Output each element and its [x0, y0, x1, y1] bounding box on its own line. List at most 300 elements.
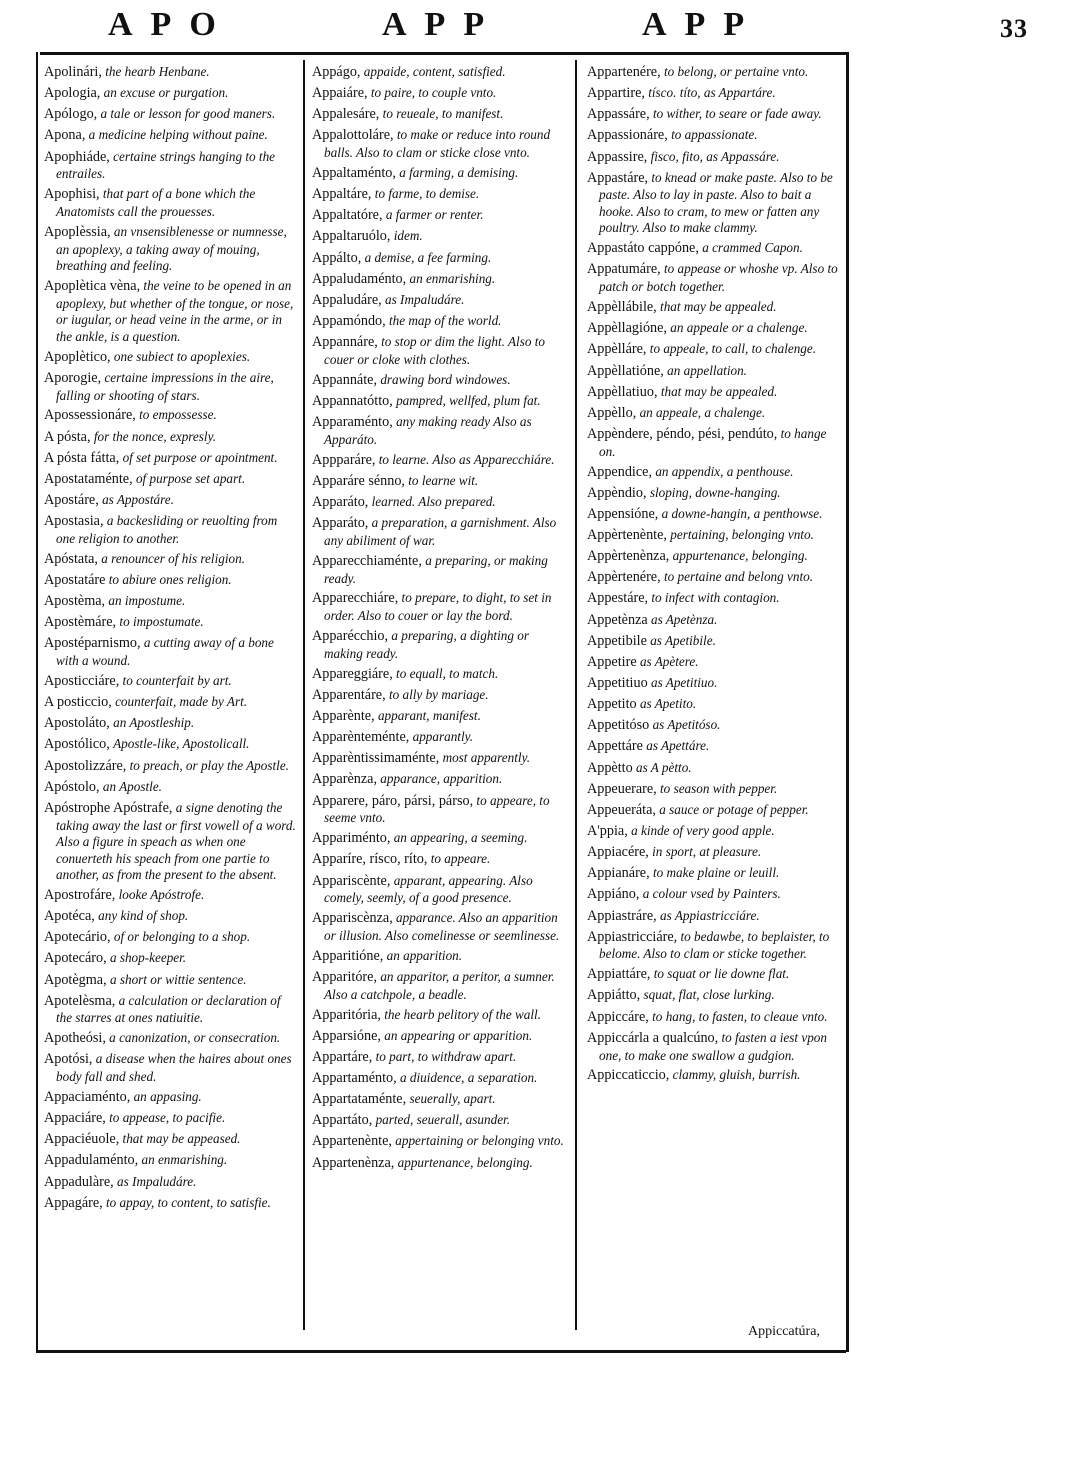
entry-headword: Appetitóso: [587, 717, 650, 734]
entry-definition: that may be appeased.: [122, 1131, 241, 1147]
dictionary-entry: [44, 736, 296, 754]
entry-headword: Apparaménto,: [312, 414, 393, 431]
entry-headword: Apolinári,: [44, 64, 102, 80]
entry-headword: Appartire,: [587, 85, 645, 102]
entry-definition: a short or wittie sentence.: [109, 971, 247, 987]
entry-definition: to abiure ones religion.: [108, 571, 232, 587]
entry-definition: certaine impressions in the aire, falling or shooting of stars.: [56, 369, 274, 403]
entry-definition: to part, to withdraw apart.: [375, 1048, 517, 1064]
entry-headword: Apostáre,: [44, 491, 99, 508]
entry-definition: to paire, to couple vnto.: [370, 85, 497, 101]
page-number: 33: [1000, 14, 1028, 43]
dictionary-entry: [312, 708, 568, 726]
entry-definition: to learne. Also as Apparecchiáre.: [378, 451, 555, 467]
entry-definition: the hearb Henbane.: [105, 64, 210, 79]
dictionary-entry: [587, 1067, 839, 1085]
entry-headword: Appèrtenènza,: [587, 548, 670, 565]
entry-definition: clammy, gluish, burrish.: [672, 1067, 801, 1083]
dictionary-entry: [44, 1051, 296, 1085]
entry-definition: to hang, to fasten, to cleaue vnto.: [652, 1008, 828, 1024]
dictionary-entry: [44, 779, 296, 797]
dictionary-entry: [44, 929, 296, 947]
entry-definition: most apparently.: [442, 750, 530, 766]
dictionary-entry: [587, 106, 839, 124]
entry-definition: an excuse or purgation.: [103, 85, 229, 101]
dictionary-entry: [587, 696, 839, 714]
entry-headword: Appetibile: [587, 632, 647, 649]
dictionary-entry: [312, 851, 568, 869]
entry-headword: Appiattáre,: [587, 966, 651, 983]
dictionary-entry: [44, 758, 296, 776]
dictionary-entry: [312, 910, 568, 944]
entry-definition: as Apètere.: [639, 653, 699, 669]
dictionary-entry: [44, 1174, 296, 1192]
entry-headword: Apoplètica vèna,: [44, 277, 141, 294]
entry-headword: Appaltáre,: [312, 186, 372, 203]
entry-headword: Appèllagióne,: [587, 320, 667, 337]
entry-headword: Appadulàre,: [44, 1173, 114, 1190]
entry-definition: an Apostleship.: [113, 715, 195, 731]
entry-definition: an enmarishing.: [141, 1152, 228, 1168]
entry-headword: Appensióne,: [587, 505, 659, 522]
entry-definition: to reueale, to manifest.: [382, 106, 504, 122]
dictionary-entry: [44, 800, 296, 884]
dictionary-entry: [44, 1030, 296, 1048]
running-head-left: APO: [108, 6, 234, 43]
dictionary-entry: [312, 628, 568, 662]
entry-headword: Appalottoláre,: [312, 127, 394, 144]
entry-headword: Apophisi,: [44, 186, 100, 203]
entry-headword: Apona,: [44, 127, 86, 144]
entry-headword: Appèndere, péndo, pési, pendúto,: [587, 425, 778, 442]
entry-definition: to season with pepper.: [660, 780, 778, 796]
dictionary-entry: [44, 278, 296, 345]
dictionary-entry: [312, 414, 568, 448]
dictionary-entry: [312, 873, 568, 907]
dictionary-entry: [587, 966, 839, 984]
entry-headword: Apotheósi,: [44, 1030, 106, 1047]
entry-definition: to bedawbe, to beplaister, to belome. Also to clam or sticke together.: [599, 928, 830, 962]
dictionary-entry: [587, 802, 839, 820]
dictionary-entry: [44, 551, 296, 569]
running-head-middle: APP: [382, 6, 503, 43]
dictionary-entry: [587, 527, 839, 545]
entry-definition: the hearb pelitory of the wall.: [384, 1006, 542, 1022]
dictionary-entry: [587, 886, 839, 904]
dictionary-entry: [312, 452, 568, 470]
entry-definition: a backesliding or reuolting from one religion to another.: [56, 513, 278, 546]
entry-definition: appaide, content, satisfied.: [363, 64, 506, 79]
entry-definition: to appease, to pacifie.: [109, 1110, 226, 1126]
entry-definition: that may be appealed.: [660, 383, 778, 399]
dictionary-entry: [44, 908, 296, 926]
entry-definition: pertaining, belonging vnto.: [670, 527, 814, 543]
entry-definition: a demise, a fee farming.: [364, 249, 492, 265]
entry-definition: to stop or dim the light. Also to couer or cloke with clothes.: [324, 334, 545, 367]
entry-headword: Appassáre,: [587, 106, 650, 123]
entry-definition: a farming, a demising.: [399, 165, 519, 181]
dictionary-entry: [44, 224, 296, 275]
dictionary-entry: [587, 363, 839, 381]
entry-headword: Appetire: [587, 653, 637, 670]
dictionary-entry: [587, 844, 839, 862]
entry-definition: as Apetènza.: [650, 611, 718, 627]
entry-headword: Apoplèssia,: [44, 223, 111, 240]
dictionary-entry: [587, 929, 839, 963]
entry-definition: for the nonce, expresly.: [93, 428, 217, 444]
entry-definition: appurtenance, belonging.: [397, 1154, 533, 1170]
dictionary-entry: [312, 473, 568, 491]
dictionary-entry: [587, 738, 839, 756]
dictionary-entry: [44, 1152, 296, 1170]
entry-definition: to counterfait by art.: [122, 672, 232, 688]
entry-headword: Apotósi,: [44, 1051, 93, 1068]
dictionary-entry: [312, 228, 568, 246]
entry-headword: Apparènte,: [312, 708, 375, 725]
entry-definition: an enmarishing.: [409, 270, 496, 286]
entry-definition: in sport, at pleasure.: [652, 844, 762, 860]
entry-headword: Apologia,: [44, 85, 101, 102]
entry-definition: to make plaine or leuill.: [652, 865, 780, 881]
entry-definition: apparance, apparition.: [380, 771, 503, 787]
entry-headword: A posticcio,: [44, 694, 112, 711]
entry-headword: Appaltaménto,: [312, 165, 396, 182]
dictionary-entry: [312, 1112, 568, 1130]
entry-headword: Apóstolo,: [44, 778, 100, 795]
entry-headword: Appendice,: [587, 463, 653, 480]
entry-headword: Appetitiuo: [587, 675, 648, 692]
entry-headword: Apóstrophe Apóstrafe,: [44, 799, 173, 816]
dictionary-entry: [587, 320, 839, 338]
entry-definition: to empossesse.: [139, 407, 217, 423]
dictionary-entry: [312, 271, 568, 289]
dictionary-entry: [44, 1110, 296, 1128]
entry-definition: learned. Also prepared.: [371, 494, 496, 510]
entry-definition: tísco. títo, as Appartáre.: [648, 85, 776, 101]
entry-headword: Appareggiáre,: [312, 665, 393, 682]
entry-definition: a cutting away of a bone with a wound.: [56, 635, 274, 669]
entry-definition: to fasten a iest vpon one, to make one swallow a gudgion.: [599, 1029, 827, 1063]
entry-definition: to appease or whoshe vp. Also to patch or botch together.: [599, 261, 838, 295]
entry-definition: as A pètto.: [636, 759, 692, 775]
entry-definition: a crammed Capon.: [702, 240, 803, 256]
dictionary-entry: [312, 1091, 568, 1109]
entry-definition: a sauce or potage of pepper.: [659, 801, 809, 817]
entry-headword: Appaiáre,: [312, 85, 368, 102]
entry-headword: Apparecchiáre,: [312, 590, 399, 607]
entry-definition: as Apetitóso.: [652, 717, 721, 733]
entry-headword: Apossessionáre,: [44, 407, 136, 424]
entry-definition: a preparation, a garnishment. Also any abiliment of war.: [324, 515, 557, 548]
entry-definition: an appeale, a chalenge.: [639, 404, 766, 420]
entry-headword: Appartenére,: [587, 64, 661, 80]
entry-definition: an appearing, a seeming.: [393, 830, 528, 846]
entry-headword: Apparitóre,: [312, 968, 378, 985]
dictionary-entry: [44, 149, 296, 183]
entry-headword: Appaciéuole,: [44, 1131, 120, 1148]
dictionary-entry: [587, 299, 839, 317]
entry-definition: apparant, manifest.: [377, 708, 481, 724]
entry-headword: Appastáto cappóne,: [587, 240, 699, 257]
entry-headword: Apostrofáre,: [44, 886, 116, 903]
entry-definition: a calculation or declaration of the starres at ones natiuitie.: [56, 992, 281, 1026]
entry-definition: as Impaludáre.: [385, 291, 465, 307]
dictionary-entry: [312, 969, 568, 1003]
entry-headword: Appeuerare,: [587, 780, 657, 797]
entry-definition: to ally by mariage.: [388, 686, 489, 702]
entry-headword: Appartenènza,: [312, 1154, 395, 1171]
dictionary-entry: [312, 127, 568, 161]
dictionary-entry: [587, 569, 839, 587]
entry-headword: Appèllábile,: [587, 299, 657, 316]
dictionary-entry: [312, 494, 568, 512]
dictionary-entry: [587, 633, 839, 651]
entry-definition: a medicine helping without paine.: [88, 127, 268, 143]
dictionary-entry: [587, 781, 839, 799]
entry-headword: Appiccárla a qualcúno,: [587, 1029, 719, 1046]
entry-definition: an impostume.: [108, 593, 186, 609]
entry-headword: Apparáto,: [312, 494, 369, 511]
dictionary-entry: [312, 553, 568, 587]
entry-headword: Appetènza: [587, 611, 648, 628]
entry-headword: Apparitióne,: [312, 947, 384, 964]
entry-headword: Apparènza,: [312, 771, 377, 788]
entry-definition: to appeale, to call, to chalenge.: [649, 341, 817, 357]
entry-headword: Appassionáre,: [587, 127, 668, 144]
entry-headword: Appparáre,: [312, 451, 376, 468]
entry-headword: Appèrtenére,: [587, 569, 661, 586]
entry-definition: any kind of shop.: [98, 908, 189, 924]
entry-headword: Appiastráre,: [587, 907, 657, 924]
dictionary-entry: [44, 950, 296, 968]
entry-headword: Apparitória,: [312, 1006, 381, 1023]
dictionary-entry: [312, 1155, 568, 1173]
dictionary-entry: [587, 464, 839, 482]
dictionary-entry: [44, 407, 296, 425]
entry-headword: Appálto,: [312, 249, 362, 266]
entry-definition: to impostumate.: [119, 614, 204, 630]
entry-definition: as Appiastricciáre.: [660, 907, 760, 923]
entry-headword: Apparíre, rísco, ríto,: [312, 851, 428, 868]
entry-definition: to equall, to match.: [396, 665, 499, 681]
entry-headword: Appaciaménto,: [44, 1089, 131, 1106]
dictionary-entry: [312, 590, 568, 624]
dictionary-entry: [312, 1133, 568, 1151]
entry-definition: a kinde of very good apple.: [631, 823, 775, 838]
entry-definition: the map of the world.: [389, 313, 502, 329]
entry-definition: as Apetito.: [639, 696, 697, 712]
column-3: [587, 64, 839, 1089]
entry-definition: to farme, to demise.: [374, 186, 480, 202]
top-rule: [40, 52, 846, 55]
entry-definition: to pertaine and belong vnto.: [663, 569, 814, 585]
dictionary-entry: [44, 593, 296, 611]
entry-definition: a diuidence, a separation.: [400, 1069, 538, 1085]
entry-headword: Apparèntissimaménte,: [312, 750, 440, 767]
entry-headword: Apotecário,: [44, 929, 111, 946]
entry-definition: appurtenance, belonging.: [672, 548, 808, 564]
entry-headword: Apparáre sénno,: [312, 472, 405, 489]
dictionary-entry: [44, 715, 296, 733]
entry-headword: Appastáre,: [587, 169, 649, 186]
entry-headword: Appianáre,: [587, 865, 650, 882]
dictionary-entry: [587, 1030, 839, 1064]
entry-headword: Appartáre,: [312, 1048, 373, 1065]
entry-definition: an Apostle.: [102, 778, 162, 794]
entry-headword: Appariscènza,: [312, 910, 393, 927]
dictionary-entry: [44, 85, 296, 103]
entry-headword: Appiáno,: [587, 886, 640, 903]
dictionary-entry: [587, 908, 839, 926]
dictionary-entry: [44, 572, 296, 590]
entry-headword: Appèndio,: [587, 484, 647, 501]
entry-definition: a canonization, or consecration.: [109, 1030, 281, 1046]
dictionary-entry: [312, 186, 568, 204]
entry-headword: Appestáre,: [587, 590, 649, 607]
entry-headword: A'ppia,: [587, 823, 628, 839]
entry-definition: to appeare, to seeme vnto.: [324, 792, 550, 826]
entry-headword: Apotègma,: [44, 971, 107, 988]
entry-definition: to make or reduce into round balls. Also to clam or sticke close vnto.: [324, 127, 551, 161]
entry-headword: Apparentáre,: [312, 686, 386, 703]
entry-headword: Appiastricciáre,: [587, 928, 678, 945]
dictionary-entry: [587, 654, 839, 672]
entry-definition: an appellation.: [667, 362, 747, 378]
entry-headword: Appaludaménto,: [312, 270, 407, 287]
entry-headword: Apostéparnismo,: [44, 635, 141, 652]
entry-headword: Appartenènte,: [312, 1133, 392, 1150]
entry-headword: Appariscènte,: [312, 872, 391, 889]
dictionary-entry: [312, 313, 568, 331]
entry-definition: of or belonging to a shop.: [113, 929, 251, 945]
entry-definition: parted, seuerall, asunder.: [375, 1112, 511, 1128]
entry-definition: a shop-keeper.: [109, 950, 187, 966]
dictionary-entry: [44, 887, 296, 905]
dictionary-entry: [44, 429, 296, 447]
entry-definition: an appeale or a chalenge.: [670, 320, 808, 336]
dictionary-entry: [44, 673, 296, 691]
running-head-right: APP: [642, 6, 763, 43]
dictionary-entry: [312, 250, 568, 268]
dictionary-entry: [587, 506, 839, 524]
entry-definition: to appeare.: [430, 851, 491, 867]
entry-definition: fisco, fito, as Appassáre.: [650, 148, 780, 164]
dictionary-entry: [587, 426, 839, 460]
entry-headword: Appèllatióne,: [587, 362, 664, 379]
entry-definition: an vnsensiblenesse or numnesse, an apoplexy, a taking away of mouing, breathing and feeling.: [56, 223, 287, 274]
left-rule: [36, 52, 38, 1352]
dictionary-entry: [312, 948, 568, 966]
entry-definition: an appendix, a penthouse.: [655, 463, 794, 479]
entry-definition: to infect with contagion.: [651, 590, 780, 606]
entry-definition: a renouncer of his religion.: [101, 550, 245, 566]
entry-headword: Apparènteménte,: [312, 729, 410, 746]
entry-headword: Appannáre,: [312, 334, 378, 351]
dictionary-entry: [312, 393, 568, 411]
entry-definition: to wither, to seare or fade away.: [652, 106, 822, 122]
dictionary-entry: [312, 687, 568, 705]
entry-headword: Apparáto,: [312, 515, 369, 532]
entry-headword: Apólogo,: [44, 106, 98, 123]
entry-definition: to appay, to content, to satisfie.: [106, 1194, 271, 1210]
entry-headword: Aporogie,: [44, 369, 102, 386]
entry-definition: Apostle-like, Apostolicall.: [113, 736, 250, 752]
column-divider: [303, 60, 305, 1330]
entry-headword: Appadulaménto,: [44, 1152, 139, 1169]
entry-definition: a colour vsed by Painters.: [642, 886, 781, 902]
dictionary-entry: [312, 85, 568, 103]
dictionary-entry: [587, 384, 839, 402]
dictionary-entry: [587, 127, 839, 145]
dictionary-entry: [44, 635, 296, 669]
entry-definition: sloping, downe-hanging.: [649, 484, 781, 500]
dictionary-entry: [587, 717, 839, 735]
entry-headword: Appiátto,: [587, 987, 641, 1004]
dictionary-entry: [44, 614, 296, 632]
dictionary-entry: [44, 1131, 296, 1149]
entry-definition: of set purpose or apointment.: [122, 449, 278, 465]
entry-headword: Apostèmáre,: [44, 614, 117, 631]
entry-definition: a farmer or renter.: [385, 207, 484, 223]
dictionary-entry: [587, 64, 839, 82]
dictionary-entry: [587, 170, 839, 237]
entry-definition: a preparing, or making ready.: [324, 552, 548, 586]
entry-definition: a signe denoting the taking away the last or first vowell of a word. Also a figure in speach as when one conuerteth his speach from one partie to another, as from the present to the absent.: [56, 799, 296, 883]
dictionary-entry: [44, 370, 296, 404]
entry-headword: Appaltatóre,: [312, 207, 383, 224]
dictionary-entry: [312, 1007, 568, 1025]
entry-headword: Apotéca,: [44, 908, 95, 925]
entry-headword: Apophiáde,: [44, 148, 110, 165]
bottom-rule: [36, 1350, 846, 1353]
entry-headword: Appannatótto,: [312, 392, 393, 409]
entry-headword: Apostèma,: [44, 593, 106, 610]
dictionary-entry: [587, 405, 839, 423]
entry-headword: Appetito: [587, 696, 637, 713]
dictionary-entry: [587, 85, 839, 103]
dictionary-entry: [587, 341, 839, 359]
dictionary-entry: [587, 823, 839, 841]
entry-definition: a preparing, a dighting or making ready.: [324, 628, 529, 661]
entry-definition: apparantly.: [412, 729, 474, 745]
dictionary-entry: [587, 149, 839, 167]
entry-headword: Apparecchiaménte,: [312, 552, 422, 569]
dictionary-entry: [312, 750, 568, 768]
entry-headword: Apoplètico,: [44, 348, 111, 365]
entry-definition: to learne wit.: [408, 472, 479, 488]
dictionary-entry: [587, 612, 839, 630]
entry-headword: A pósta,: [44, 428, 91, 445]
dictionary-entry: [587, 261, 839, 295]
entry-headword: Apostataménte,: [44, 470, 133, 487]
entry-headword: Appèrtenènte,: [587, 527, 667, 544]
entry-headword: Appartaménto,: [312, 1069, 397, 1086]
entry-headword: Appiccaticcio,: [587, 1067, 670, 1084]
dictionary-entry: [312, 64, 568, 82]
dictionary-entry: [312, 771, 568, 789]
entry-definition: squat, flat, close lurking.: [643, 987, 775, 1003]
right-rule: [846, 52, 849, 1352]
dictionary-entry: [312, 1028, 568, 1046]
dictionary-entry: [44, 450, 296, 468]
column-2: [312, 64, 568, 1176]
dictionary-entry: [312, 793, 568, 827]
entry-definition: a tale or lesson for good maners.: [100, 106, 276, 122]
catchword: Appiccatúra,: [748, 1324, 820, 1339]
entry-headword: Appèllatiuo,: [587, 383, 658, 400]
entry-definition: to appassionate.: [671, 127, 758, 143]
dictionary-entry: [587, 865, 839, 883]
